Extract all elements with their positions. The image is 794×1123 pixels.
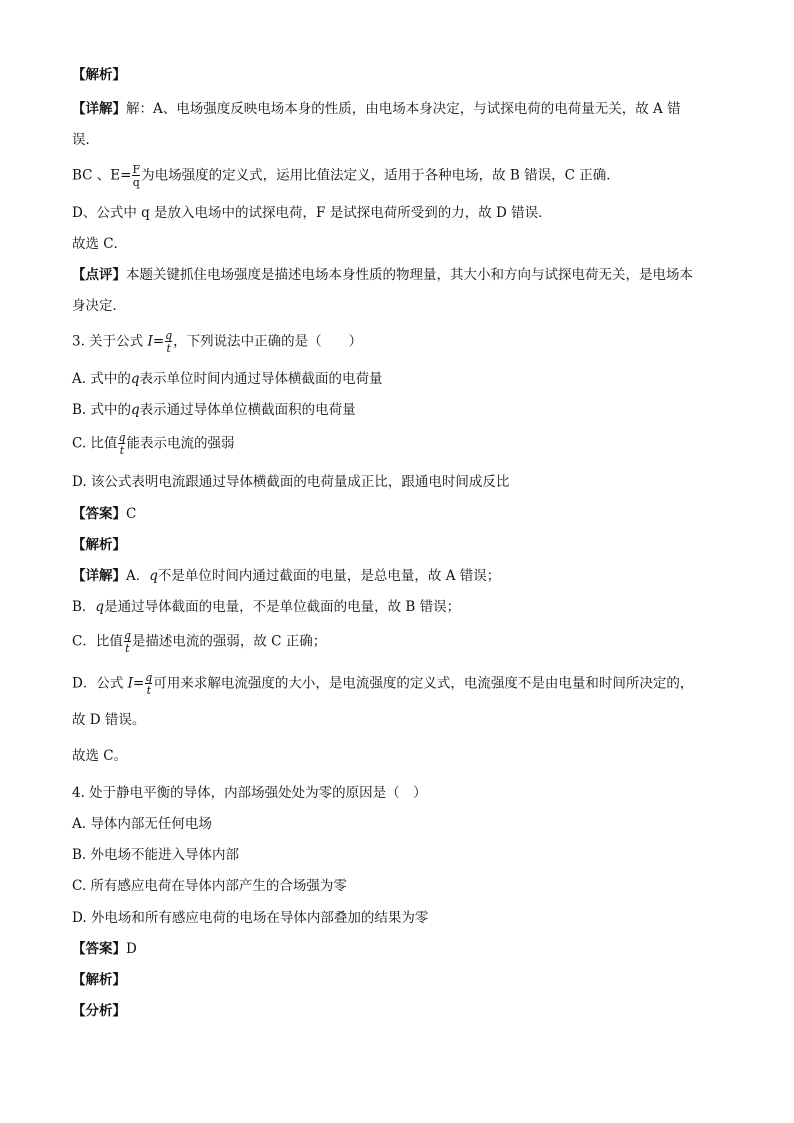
conclusion-3: 故选 C。 [72,748,128,764]
question-4-option-c: C. 所有感应电荷在导体内部产生的合场强为零 [72,878,347,894]
question-3-option-d: D. 该公式表明电流跟通过导体横截面的电荷量成正比，跟通电时间成反比 [72,474,510,490]
section-label-analysis: 【解析】 [72,67,126,83]
fraction-q-over-t: $\frac{q}{t}$ [165,329,173,355]
answer-4: 【答案】D [72,941,137,957]
detail-3-line-2: B．q是通过导体截面的电量，不是单位截面的电量，故 B 错误； [72,599,461,615]
detail-line-1: 【详解】解：A、电场强度反映电场本身的性质，由电场本身决定，与试探电荷的电荷量无关，故 A 错 [72,101,681,117]
question-4-stem: 4. 处于静电平衡的导体，内部场强处处为零的原因是（ ） [72,785,427,801]
question-3-stem: 3. 关于公式 I= $\frac{q}{t}$ ，下列说法中正确的是（ ） [72,329,363,355]
question-3-option-b: B. 式中的q表示通过导体单位横截面积的电荷量 [72,402,356,418]
fraction-q-over-t: $\frac{q}{t}$ [118,431,126,457]
comment-line-1: 【点评】本题关键抓住电场强度是描述电场本身性质的物理量，其大小和方向与试探电荷无关，是电场本 [72,267,693,283]
question-4-option-d: D. 外电场和所有感应电荷的电场在导体内部叠加的结果为零 [72,910,429,926]
detail-line-4: D、公式中 q 是放入电场中的试探电荷，F 是试探电荷所受到的力，故 D 错误． [72,205,552,221]
fraction-q-over-t: $\frac{q}{t}$ [123,629,131,655]
detail-3-line-3: C．比值 $\frac{q}{t}$ 是描述电流的强弱，故 C 正确； [72,629,327,655]
question-3-option-a: A. 式中的q表示单位时间内通过导体横截面的电荷量 [72,371,383,387]
detail-3-line-5: 故 D 错误。 [72,712,146,728]
analysis-label-4: 【解析】 [72,972,126,988]
answer-3: 【答案】C [72,506,137,522]
conclusion-line: 故选 C． [72,236,128,252]
detail-line-2: 误． [72,132,99,148]
fraction-F-over-q: $\frac{F}{q}$ [132,163,141,189]
fraction-q-over-t: $\frac{q}{t}$ [145,671,153,697]
detail-3-line-1: 【详解】A．q不是单位时间内通过截面的电量，是总电量，故 A 错误； [72,568,501,584]
detail-line-3: BC 、E= $\frac{F}{q}$ 为电场强度的定义式，运用比值法定义，适用于各种电场，故 B 错误，C 正确． [72,163,620,189]
question-4-option-a: A. 导体内部无任何电场 [72,816,212,832]
detail-3-line-4: D．公式 I= $\frac{q}{t}$ 可用来求解电流强度的大小，是电流强度的定义式，电流强度不是由电量和时间所决定的， [72,671,694,697]
analysis-sub-label-4: 【分析】 [72,1003,126,1019]
question-3-option-c: C. 比值 $\frac{q}{t}$ 能表示电流的强弱 [72,431,235,457]
analysis-label-3: 【解析】 [72,537,126,553]
question-4-option-b: B. 外电场不能进入导体内部 [72,847,240,863]
comment-line-2: 身决定． [72,298,126,314]
